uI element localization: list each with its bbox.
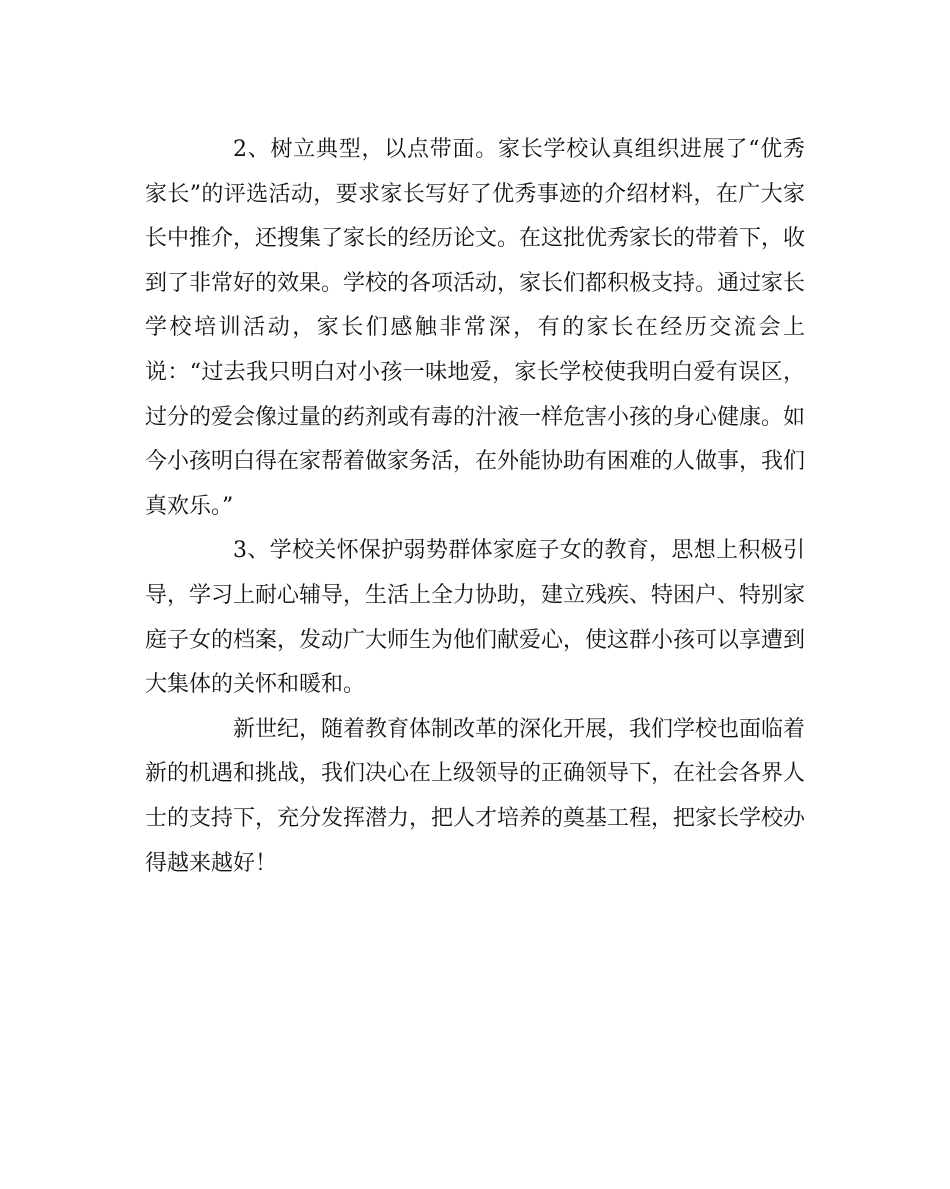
paragraph-new-century: 新世纪，随着教育体制改革的深化开展，我们学校也面临着新的机遇和挑战，我们决心在上级领导的正确领导下，在社会各界人士的支持下，充分发挥潜力，把人才培养的奠基工程，把家长学校办得越来越好！ xyxy=(145,716,806,876)
paragraph-typical-parents: 2、树立典型，以点带面。家长学校认真组织进展了“优秀家长”的评选活动，要求家长写好了优秀事迹的介绍材料，在广大家长中推介，还搜集了家长的经历论文。在这批优秀家长的带着下，收到了非常好的效果。学校的各项活动，家长们都积极支持。通过家长学校培训活动，家长们感触非常深，有的家长在经历交流会上说：“过去我只明白对小孩一味地爱，家长学校使我明白爱有误区，过分的爱会像过量的药剂或有毒的汁液一样危害小孩的身心健康。如今小孩明白得在家帮着做家务活，在外能协助有困难的人做事，我们真欢乐。” xyxy=(145,137,806,519)
paragraph-disadvantaged-care: 3、学校关怀保护弱势群体家庭子女的教育，思想上积极引导，学习上耐心辅导，生活上全力协助，建立残疾、特困户、特别家庭子女的档案，发动广大师生为他们献爱心，使这群小孩可以享遭到大集体的关怀和暖和。 xyxy=(145,538,806,698)
document-body xyxy=(145,128,805,886)
